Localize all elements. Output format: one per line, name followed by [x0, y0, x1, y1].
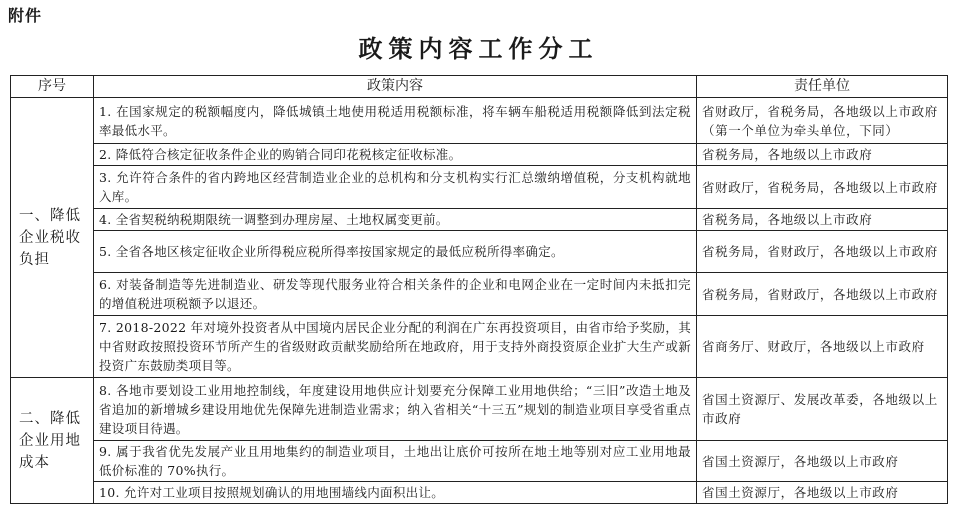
table-header-row	[11, 76, 948, 98]
unit-cell: 省税务局，各地级以上市政府	[697, 209, 948, 231]
policy-cell: 2. 降低符合核定征收条件企业的购销合同印花税核定征收标准。	[94, 144, 697, 166]
unit-cell: 省税务局，省财政厅，各地级以上市政府	[697, 231, 948, 273]
unit-cell: 省国土资源厅、发展改革委，各地级以上市政府	[697, 378, 948, 441]
policy-cell: 10. 允许对工业项目按照规划确认的用地围墙线内面积出让。	[94, 482, 697, 504]
table-row	[11, 273, 948, 316]
category-tax-burden: 一、降低企业税收负担	[11, 98, 94, 378]
table-row	[11, 209, 948, 231]
unit-cell: 省税务局，各地级以上市政府	[697, 144, 948, 166]
unit-cell: 省财政厅，省税务局，各地级以上市政府	[697, 166, 948, 209]
attachment-label: 附件	[8, 6, 43, 25]
table-row	[11, 98, 948, 144]
unit-cell: 省财政厅，省税务局，各地级以上市政府（第一个单位为牵头单位，下同）	[697, 98, 948, 144]
header-unit: 责任单位	[697, 76, 948, 98]
table-row	[11, 378, 948, 441]
policy-cell: 3. 允许符合条件的省内跨地区经营制造业企业的总机构和分支机构实行汇总缴纳增值税，分支机构就地入库。	[94, 166, 697, 209]
header-policy: 政策内容	[94, 76, 697, 98]
policy-cell: 4. 全省契税纳税期限统一调整到办理房屋、土地权属变更前。	[94, 209, 697, 231]
table-row	[11, 166, 948, 209]
policy-cell: 8. 各地市要划设工业用地控制线，年度建设用地供应计划要充分保障工业用地供给；“三旧”改造土地及省追加的新增城乡建设用地优先保障先进制造业需求；纳入省相关“十三五”规划的制造业项目享受省重点建设项目待遇。	[94, 378, 697, 441]
unit-cell: 省商务厅、财政厅，各地级以上市政府	[697, 316, 948, 378]
policy-cell: 7. 2018-2022 年对境外投资者从中国境内居民企业分配的利润在广东再投资项目，由省市给予奖励，其中省财政按照投资环节所产生的省级财政贡献奖励给所在地政府，用于支持外商投资原企业扩大生产或新投资广东鼓励类项目等。	[94, 316, 697, 378]
policy-cell: 1. 在国家规定的税额幅度内，降低城镇土地使用税适用税额标准，将车辆车船税适用税额降低到法定税率最低水平。	[94, 98, 697, 144]
policy-cell: 5. 全省各地区核定征收企业所得税应税所得率按国家规定的最低应税所得率确定。	[94, 231, 697, 273]
unit-cell: 省税务局，省财政厅，各地级以上市政府	[697, 273, 948, 316]
policy-table	[10, 75, 948, 504]
table-row	[11, 144, 948, 166]
unit-cell: 省国土资源厅，各地级以上市政府	[697, 482, 948, 504]
table-row	[11, 482, 948, 504]
document-title: 政策内容工作分工	[358, 34, 599, 63]
table-row	[11, 231, 948, 273]
category-land-cost: 二、降低企业用地成本	[11, 378, 94, 504]
header-no: 序号	[11, 76, 94, 98]
unit-cell: 省国土资源厅，各地级以上市政府	[697, 441, 948, 482]
policy-cell: 6. 对装备制造等先进制造业、研发等现代服务业符合相关条件的企业和电网企业在一定时间内未抵扣完的增值税进项税额予以退还。	[94, 273, 697, 316]
table-row	[11, 441, 948, 482]
table-row	[11, 316, 948, 378]
policy-cell: 9. 属于我省优先发展产业且用地集约的制造业项目，土地出让底价可按所在地土地等别对应工业用地最低价标准的 70%执行。	[94, 441, 697, 482]
